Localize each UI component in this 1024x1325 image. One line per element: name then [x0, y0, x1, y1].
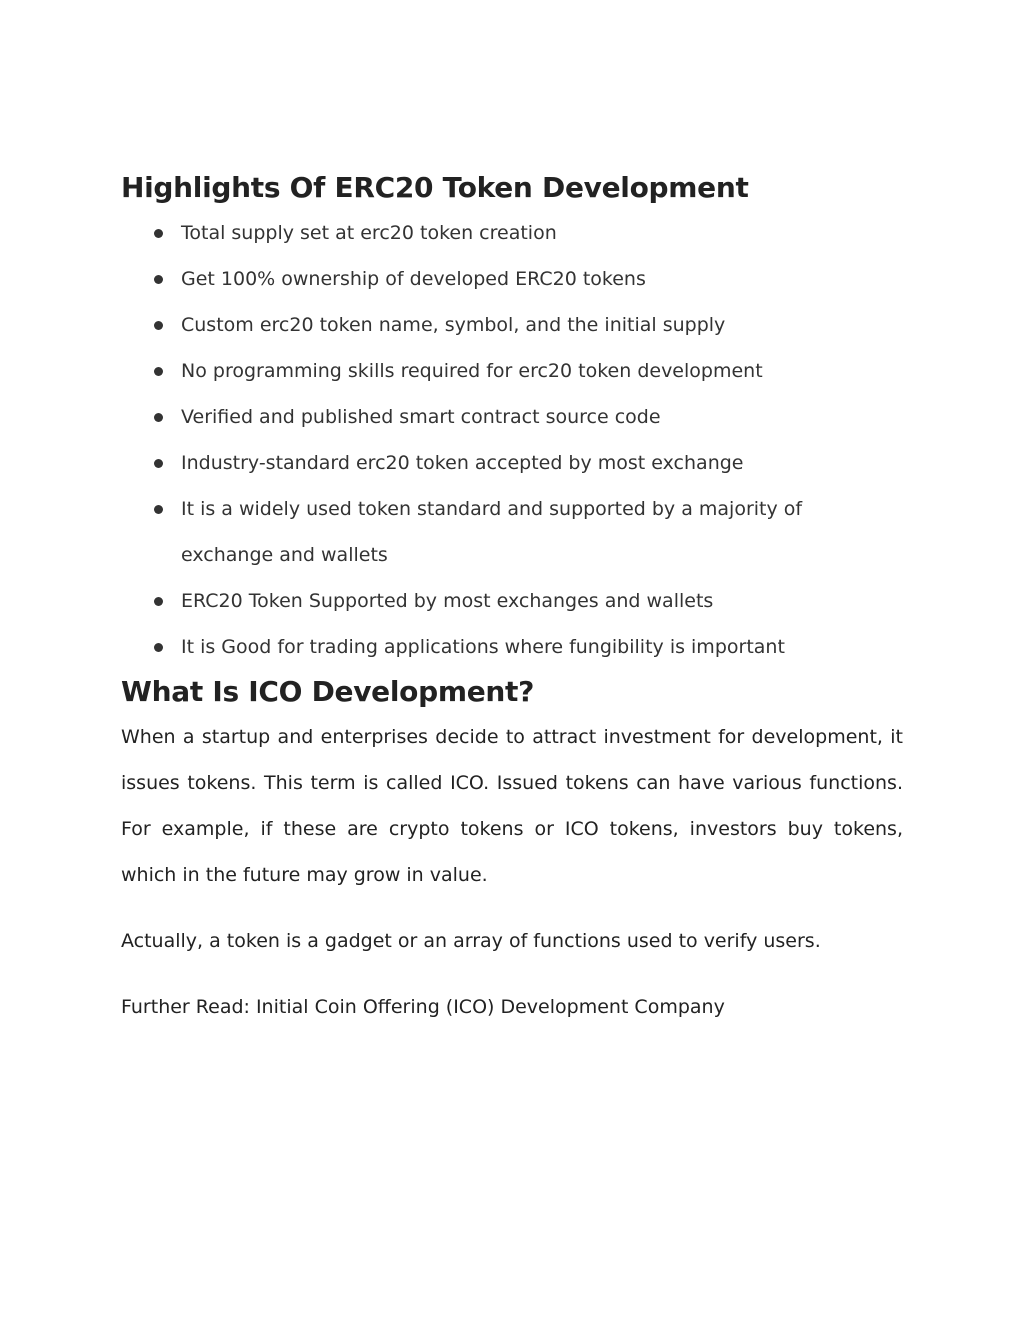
highlights-heading: Highlights Of ERC20 Token Development	[121, 171, 749, 204]
list-item	[121, 624, 903, 670]
list-item	[121, 440, 903, 486]
list-item-text: Total supply set at erc20 token creation	[181, 222, 557, 244]
ico-heading: What Is ICO Development?	[121, 675, 535, 708]
further-read-text: Further Read: Initial Coin Offering (ICO) Development Company	[121, 996, 725, 1018]
list-item-text: Industry-standard erc20 token accepted by most exchange	[181, 452, 744, 474]
list-item-text: Get 100% ownership of developed ERC20 tokens	[181, 268, 646, 290]
list-item	[121, 486, 903, 578]
list-item-text: Verified and published smart contract source code	[181, 406, 661, 428]
bullet-icon	[154, 597, 163, 606]
bullet-icon	[154, 321, 163, 330]
bullet-icon	[154, 229, 163, 238]
bullet-icon	[154, 459, 163, 468]
bullet-icon	[154, 275, 163, 284]
document-page	[121, 166, 903, 1030]
bullet-icon	[154, 643, 163, 652]
list-item-text: ERC20 Token Supported by most exchanges and wallets	[181, 590, 714, 612]
list-item-text: No programming skills required for erc20 token development	[181, 360, 763, 382]
list-item	[121, 578, 903, 624]
list-item	[121, 210, 903, 256]
list-item	[121, 256, 903, 302]
bullet-icon	[154, 367, 163, 376]
list-item	[121, 348, 903, 394]
bullet-icon	[154, 505, 163, 514]
list-item	[121, 302, 903, 348]
list-item-text: Custom erc20 token name, symbol, and the initial supply	[181, 314, 726, 336]
list-item-text: It is a widely used token standard and supported by a majority of exchange and wallets	[181, 498, 803, 566]
list-item	[121, 394, 903, 440]
bullet-icon	[154, 413, 163, 422]
token-paragraph: Actually, a token is a gadget or an array of functions used to verify users.	[121, 930, 821, 952]
highlights-list	[121, 210, 903, 670]
list-item-text: It is Good for trading applications where fungibility is important	[181, 636, 785, 658]
ico-paragraph: When a startup and enterprises decide to attract investment for development, it issues tokens. This term is called ICO. Issued tokens can have various functions. For example, if these are crypto tokens or ICO tokens, investors buy tokens, which in the future may grow in value.	[121, 726, 903, 886]
